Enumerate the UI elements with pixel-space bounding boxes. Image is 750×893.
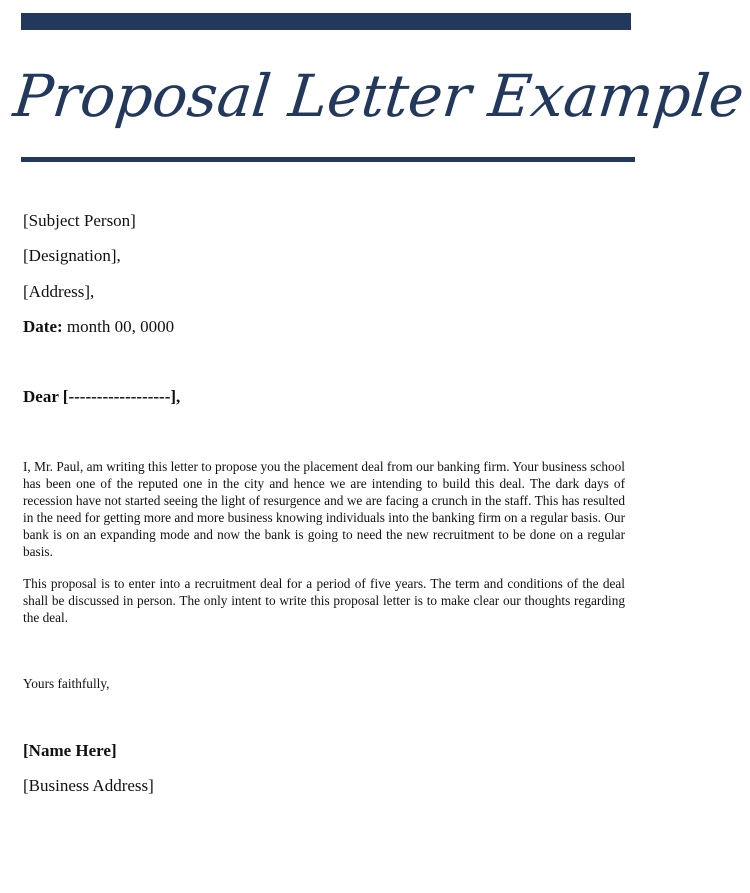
recipient-designation: [Designation],	[23, 246, 121, 265]
sender-name: [Name Here]	[23, 741, 117, 760]
recipient-name: [Subject Person]	[23, 211, 136, 230]
body-paragraph-2: This proposal is to enter into a recruitment deal for a period of five years. The term and conditions of the deal shall be discussed in person. The only intent to write this proposal letter is to make clear our thoughts regarding the deal.	[23, 576, 625, 625]
document-title: Proposal Letter Example	[10, 62, 748, 130]
title-underline-rule	[21, 157, 635, 162]
top-rule	[21, 13, 631, 30]
date-value: month 00, 0000	[62, 317, 175, 336]
body-paragraph-1: I, Mr. Paul, am writing this letter to propose you the placement deal from our banking firm. Your business school has been one of the reputed one in the city and hence we are intending to build this deal. The dark days of recession have not started seeing the light of resurgence and we are facing a crunch in the staff. This has resulted in the need for getting more and more business knowing individuals into the banking firm on a regular basis. Our bank is on an expanding mode and now the bank is going to need the new recruitment to be done on a regular basis.	[23, 459, 625, 559]
date-label: Date:	[23, 317, 63, 336]
closing-phrase: Yours faithfully,	[23, 676, 110, 691]
date-line	[23, 317, 174, 337]
salutation: Dear [------------------],	[23, 387, 181, 406]
sender-address: [Business Address]	[23, 776, 154, 795]
recipient-address: [Address],	[23, 282, 95, 301]
